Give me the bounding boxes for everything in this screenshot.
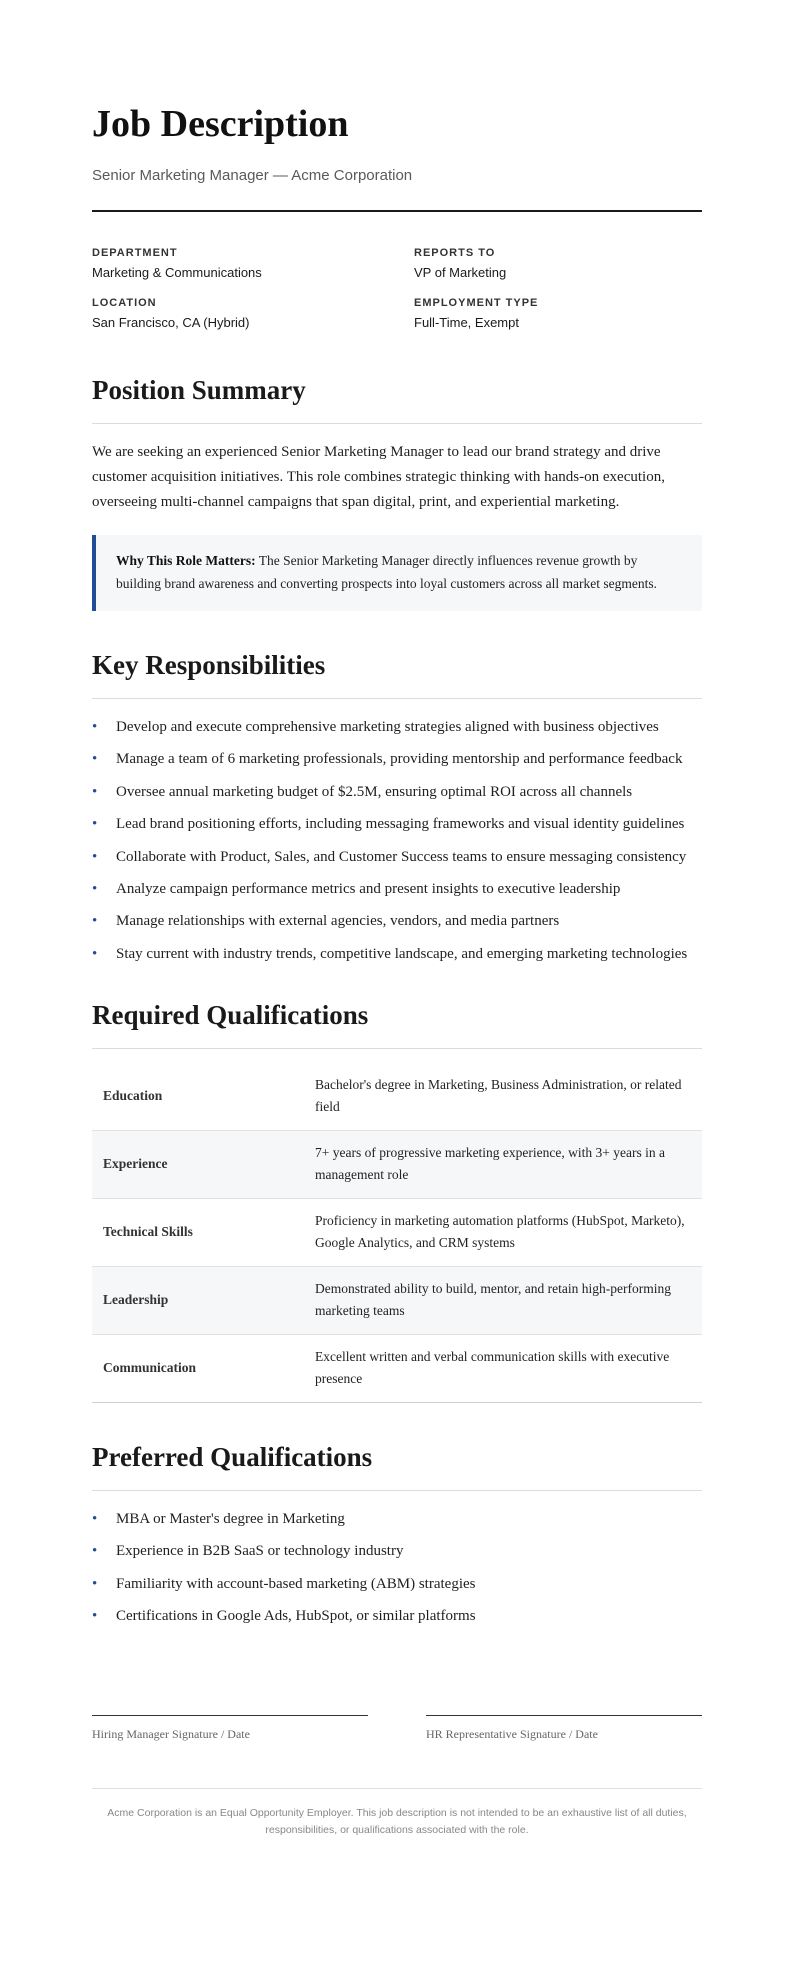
table-row <box>92 1130 702 1198</box>
meta-label: REPORTS TO <box>414 247 496 259</box>
table-row <box>92 1198 702 1266</box>
list-item-text: Experience in B2B SaaS or technology industry <box>116 1543 404 1560</box>
title-divider <box>92 210 702 212</box>
meta-label: EMPLOYMENT TYPE <box>414 297 539 309</box>
bullet-icon: • <box>92 945 98 962</box>
callout-text: The Senior Marketing Manager directly influences revenue growth by building brand awareness and converting prospects into loyal customers across all market segments. <box>116 553 657 591</box>
table-cell-value: Proficiency in marketing automation platforms (HubSpot, Marketo), Google Analytics, and CRM systems <box>304 1198 702 1266</box>
list-item <box>92 812 702 837</box>
table-row <box>92 1266 702 1334</box>
hiring-manager-signature-line: Hiring Manager Signature / Date <box>92 1715 368 1742</box>
table-row <box>92 1063 702 1131</box>
bullet-icon: • <box>92 880 98 897</box>
table-cell-label: Technical Skills <box>92 1198 304 1266</box>
table-cell-value: Excellent written and verbal communication skills with executive presence <box>304 1334 702 1402</box>
position-summary-section <box>92 372 702 611</box>
job-meta-grid <box>92 246 702 332</box>
page-title: Job Description <box>92 103 349 145</box>
meta-label: LOCATION <box>92 297 157 309</box>
list-item-text: Manage a team of 6 marketing professionals, providing mentorship and performance feedback <box>116 751 683 768</box>
list-item-text: MBA or Master's degree in Marketing <box>116 1510 345 1527</box>
list-item <box>92 1572 702 1597</box>
job-description-document <box>92 0 702 1839</box>
list-item <box>92 715 702 740</box>
preferred-list <box>92 1507 702 1629</box>
bullet-icon: • <box>92 1510 98 1527</box>
required-qualifications-section <box>92 997 702 1403</box>
eoe-footer: Acme Corporation is an Equal Opportunity Employer. This job description is not intended to be an exhaustive list of all duties, responsibilities, or qualifications associated with the role. <box>92 1788 702 1839</box>
meta-department <box>92 246 414 282</box>
responsibilities-list <box>92 715 702 967</box>
meta-value: Full-Time, Exempt <box>414 315 519 330</box>
hr-signature-line: HR Representative Signature / Date <box>426 1715 702 1742</box>
key-responsibilities-section <box>92 647 702 967</box>
list-item <box>92 1507 702 1532</box>
bullet-icon: • <box>92 816 98 833</box>
table-cell-label: Education <box>103 1087 163 1103</box>
table-cell-label: Experience <box>92 1130 304 1198</box>
list-item-text: Lead brand positioning efforts, including messaging frameworks and visual identity guidelines <box>116 816 685 833</box>
list-item <box>92 909 702 934</box>
list-item <box>92 780 702 805</box>
list-item <box>92 1539 702 1564</box>
meta-reports-to <box>414 246 702 282</box>
list-item <box>92 942 702 967</box>
section-heading: Required Qualifications <box>92 999 369 1030</box>
bullet-icon: • <box>92 913 98 930</box>
meta-value: VP of Marketing <box>414 265 507 280</box>
bullet-icon: • <box>92 751 98 768</box>
meta-value: San Francisco, CA (Hybrid) <box>92 315 250 330</box>
list-item-text: Develop and execute comprehensive marketing strategies aligned with business objectives <box>116 719 659 735</box>
list-item-text: Familiarity with account-based marketing (ABM) strategies <box>116 1575 476 1592</box>
table-row <box>92 1334 702 1402</box>
table-cell-value: Bachelor's degree in Marketing, Business Administration, or related field <box>315 1076 682 1115</box>
meta-label: DEPARTMENT <box>92 247 178 259</box>
list-item <box>92 845 702 870</box>
section-divider <box>92 1048 702 1049</box>
preferred-qualifications-section <box>92 1439 702 1629</box>
table-cell-label: Communication <box>92 1334 304 1402</box>
summary-paragraph: We are seeking an experienced Senior Marketing Manager to lead our brand strategy and drive customer acquisition initiatives. This role combines strategic thinking with hands-on execution, overseeing multi-channel campaigns that span digital, print, and experiential marketing. <box>92 444 665 510</box>
role-importance-callout <box>92 535 702 611</box>
table-cell-value: 7+ years of progressive marketing experience, with 3+ years in a management role <box>304 1130 702 1198</box>
section-divider <box>92 698 702 699</box>
section-divider <box>92 423 702 424</box>
list-item-text: Manage relationships with external agencies, vendors, and media partners <box>116 913 560 930</box>
bullet-icon: • <box>92 1543 98 1560</box>
callout-label: Why This Role Matters: <box>116 553 256 568</box>
page-subtitle: Senior Marketing Manager — Acme Corporation <box>92 167 413 184</box>
signature-block <box>92 1715 702 1742</box>
list-item <box>92 747 702 772</box>
bullet-icon: • <box>92 1607 98 1624</box>
list-item <box>92 877 702 902</box>
section-heading: Key Responsibilities <box>92 650 326 680</box>
list-item-text: Stay current with industry trends, competitive landscape, and emerging marketing technologies <box>116 945 688 962</box>
bullet-icon: • <box>92 719 98 735</box>
list-item <box>92 1604 702 1629</box>
qualifications-table <box>92 1063 702 1403</box>
meta-value: Marketing & Communications <box>92 265 262 280</box>
section-heading: Preferred Qualifications <box>92 1441 373 1472</box>
list-item-text: Analyze campaign performance metrics and present insights to executive leadership <box>116 880 621 897</box>
list-item-text: Certifications in Google Ads, HubSpot, or similar platforms <box>116 1607 476 1624</box>
meta-employment-type <box>414 296 702 332</box>
list-item-text: Collaborate with Product, Sales, and Customer Success teams to ensure messaging consistency <box>116 848 687 865</box>
bullet-icon: • <box>92 848 98 865</box>
meta-location <box>92 296 414 332</box>
section-heading: Position Summary <box>92 375 306 405</box>
section-divider <box>92 1490 702 1491</box>
bullet-icon: • <box>92 1575 98 1592</box>
table-cell-label: Leadership <box>92 1266 304 1334</box>
bullet-icon: • <box>92 783 98 800</box>
list-item-text: Oversee annual marketing budget of $2.5M, ensuring optimal ROI across all channels <box>116 783 633 800</box>
table-cell-value: Demonstrated ability to build, mentor, and retain high-performing marketing teams <box>304 1266 702 1334</box>
